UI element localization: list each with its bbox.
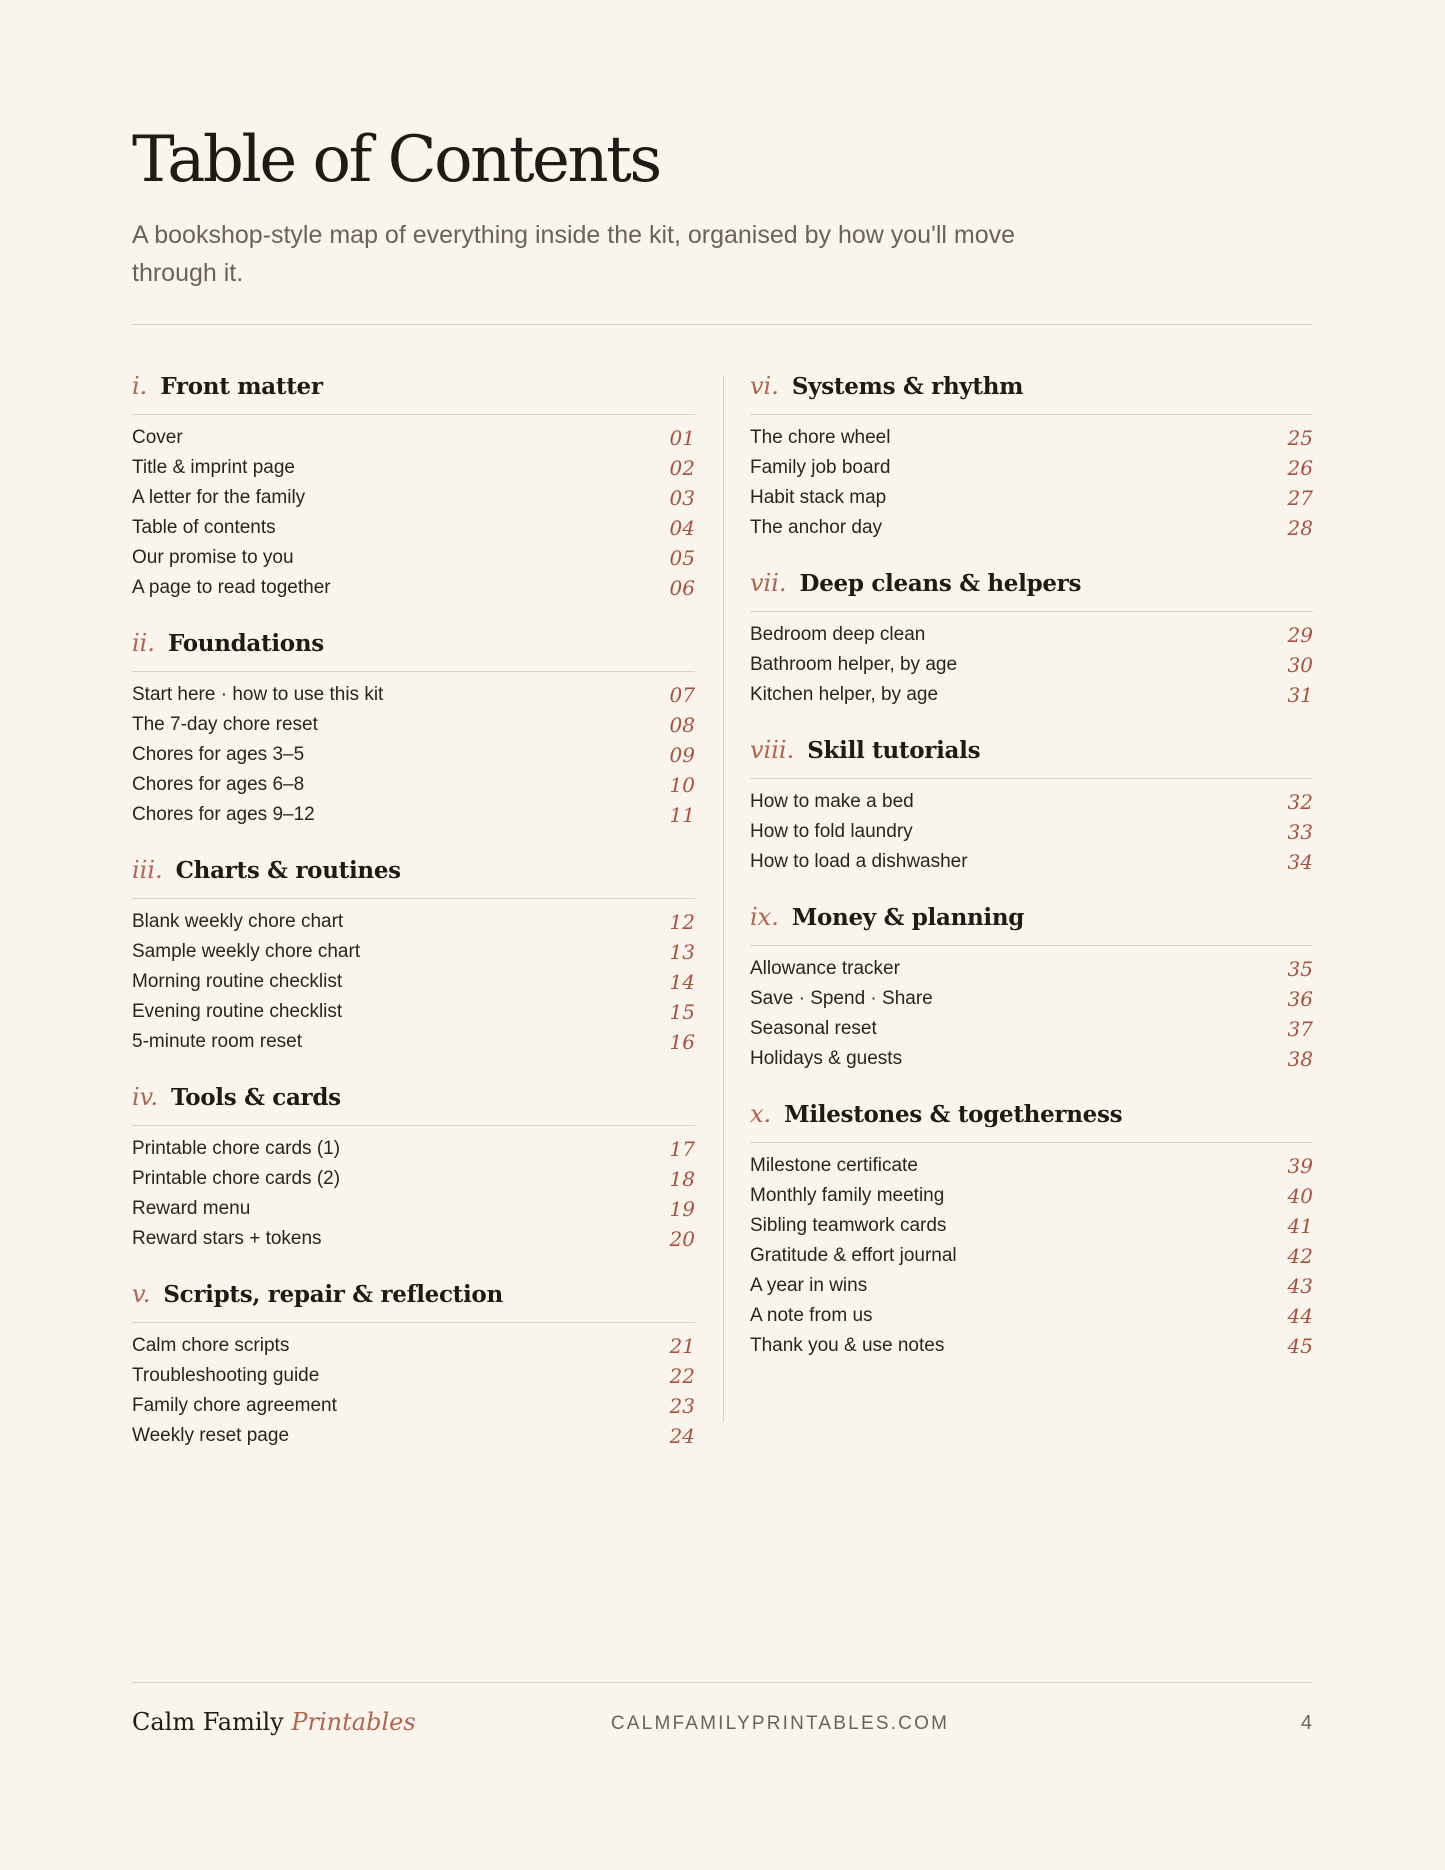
entry-label: Blank weekly chore chart [132, 911, 344, 932]
toc-entry [750, 1301, 1313, 1331]
section-title: Deep cleans & helpers [799, 570, 1082, 597]
toc-entry [750, 453, 1313, 483]
toc-entry [750, 1044, 1313, 1074]
entry-page-number: 39 [1287, 1154, 1313, 1178]
toc-entry [132, 680, 695, 710]
entry-label: Start here · how to use this kit [132, 684, 384, 705]
entry-label: Chores for ages 9–12 [132, 804, 315, 825]
entry-label: Chores for ages 3–5 [132, 744, 305, 765]
toc-section [132, 629, 695, 830]
toc-entry [750, 1181, 1313, 1211]
section-numeral: vii. [750, 569, 787, 597]
entry-page-number: 45 [1287, 1334, 1313, 1358]
entry-label: Morning routine checklist [132, 971, 343, 992]
section-numeral: iv. [132, 1083, 159, 1111]
toc-entry [132, 1331, 695, 1361]
section-heading [750, 372, 1313, 415]
toc-entry [132, 907, 695, 937]
toc-entry [132, 1391, 695, 1421]
entry-page-number: 44 [1287, 1304, 1313, 1328]
entry-label: The chore wheel [750, 427, 891, 448]
entry-label: Gratitude & effort journal [750, 1245, 957, 1266]
section-numeral: v. [132, 1280, 151, 1308]
entry-label: 5-minute room reset [132, 1031, 303, 1052]
toc-section [132, 1083, 695, 1254]
entry-label: Seasonal reset [750, 1018, 877, 1039]
entry-label: Printable chore cards (2) [132, 1168, 341, 1189]
entry-page-number: 14 [669, 970, 695, 994]
section-heading [750, 736, 1313, 779]
section-heading [750, 569, 1313, 612]
toc-entry [132, 453, 695, 483]
entry-page-number: 05 [669, 546, 695, 570]
entry-label: Save · Spend · Share [750, 988, 933, 1009]
section-heading [750, 903, 1313, 946]
entry-label: Cover [132, 427, 183, 448]
toc-section [750, 1100, 1313, 1361]
entry-page-number: 15 [669, 1000, 695, 1024]
toc-entry [132, 937, 695, 967]
entry-label: The anchor day [750, 517, 883, 538]
page-title: Table of Contents [132, 123, 660, 197]
toc-entry [132, 770, 695, 800]
toc-entry [132, 1194, 695, 1224]
toc-entry [132, 710, 695, 740]
toc-entry [750, 817, 1313, 847]
entry-label: How to load a dishwasher [750, 851, 968, 872]
entry-page-number: 08 [669, 713, 695, 737]
entry-label: Troubleshooting guide [132, 1365, 320, 1386]
toc-entry [750, 847, 1313, 877]
entry-page-number: 31 [1287, 683, 1313, 707]
footer-url: CALMFAMILYPRINTABLES.COM [610, 1713, 950, 1734]
entry-label: A year in wins [750, 1275, 868, 1296]
section-title: Skill tutorials [807, 737, 981, 764]
toc-entry [132, 513, 695, 543]
toc-entry [750, 1211, 1313, 1241]
entry-label: Table of contents [132, 517, 276, 538]
entry-label: Sibling teamwork cards [750, 1215, 947, 1236]
page-subtitle: A bookshop-style map of everything inside the kit, organised by how you'll move through it. [132, 221, 1016, 287]
entry-label: The 7-day chore reset [132, 714, 318, 735]
section-title: Systems & rhythm [791, 373, 1024, 400]
toc-entry [750, 680, 1313, 710]
entry-page-number: 25 [1287, 426, 1313, 450]
header-divider [132, 324, 1312, 325]
entry-page-number: 11 [669, 803, 695, 827]
footer-brand [132, 1708, 416, 1736]
entry-page-number: 42 [1287, 1244, 1313, 1268]
section-title: Foundations [167, 630, 324, 657]
entry-page-number: 24 [669, 1424, 695, 1448]
entry-label: Sample weekly chore chart [132, 941, 361, 962]
entry-page-number: 27 [1287, 486, 1313, 510]
toc-entry [750, 1241, 1313, 1271]
toc-entry [750, 1014, 1313, 1044]
entry-label: Chores for ages 6–8 [132, 774, 305, 795]
toc-entry [132, 967, 695, 997]
entry-page-number: 19 [669, 1197, 695, 1221]
toc-entry [750, 513, 1313, 543]
column-divider [723, 375, 724, 1422]
entry-page-number: 12 [669, 910, 695, 934]
entry-page-number: 17 [669, 1137, 695, 1161]
section-numeral: iii. [132, 856, 163, 884]
page-number: 4 [1300, 1712, 1312, 1734]
section-numeral: i. [132, 372, 148, 400]
entry-page-number: 07 [669, 683, 695, 707]
section-heading [132, 372, 695, 415]
entry-label: Thank you & use notes [750, 1335, 945, 1356]
section-title: Tools & cards [171, 1084, 341, 1111]
entry-page-number: 03 [669, 486, 695, 510]
entry-page-number: 28 [1287, 516, 1313, 540]
section-title: Scripts, repair & reflection [163, 1281, 503, 1308]
toc-entry [750, 984, 1313, 1014]
entry-page-number: 09 [669, 743, 695, 767]
toc-entry [132, 1027, 695, 1057]
entry-page-number: 23 [669, 1394, 695, 1418]
section-heading [132, 1083, 695, 1126]
toc-section [132, 856, 695, 1057]
section-heading [750, 1100, 1313, 1143]
entry-page-number: 06 [669, 576, 695, 600]
entry-label: Title & imprint page [132, 457, 295, 478]
entry-label: Reward menu [132, 1198, 251, 1219]
entry-page-number: 34 [1287, 850, 1313, 874]
toc-entry [132, 543, 695, 573]
section-title: Milestones & togetherness [784, 1101, 1123, 1128]
brand-name: Calm Family [132, 1708, 284, 1736]
entry-page-number: 18 [669, 1167, 695, 1191]
entry-label: How to fold laundry [750, 821, 913, 842]
section-numeral: x. [750, 1100, 772, 1128]
toc-entry [132, 997, 695, 1027]
entry-label: How to make a bed [750, 791, 914, 812]
entry-page-number: 01 [669, 426, 695, 450]
entry-page-number: 16 [669, 1030, 695, 1054]
section-heading [132, 629, 695, 672]
entry-page-number: 40 [1287, 1184, 1313, 1208]
toc-entry [132, 800, 695, 830]
section-title: Charts & routines [175, 857, 401, 884]
entry-label: Bedroom deep clean [750, 624, 926, 645]
entry-page-number: 10 [669, 773, 695, 797]
toc-entry [750, 423, 1313, 453]
entry-label: Milestone certificate [750, 1155, 918, 1176]
toc-entry [132, 1164, 695, 1194]
toc-entry [132, 573, 695, 603]
toc-section [750, 372, 1313, 543]
toc-entry [132, 740, 695, 770]
entry-page-number: 43 [1287, 1274, 1313, 1298]
section-title: Front matter [160, 373, 323, 400]
toc-entry [750, 620, 1313, 650]
entry-label: A note from us [750, 1305, 873, 1326]
entry-label: Printable chore cards (1) [132, 1138, 341, 1159]
entry-label: Habit stack map [750, 487, 887, 508]
toc-entry [750, 1151, 1313, 1181]
entry-page-number: 36 [1287, 987, 1313, 1011]
entry-label: Our promise to you [132, 547, 294, 568]
toc-entry [750, 483, 1313, 513]
toc-entry [132, 423, 695, 453]
entry-page-number: 29 [1287, 623, 1313, 647]
toc-entry [750, 650, 1313, 680]
toc-column-left [132, 372, 695, 1477]
toc-entry [132, 1421, 695, 1451]
entry-label: Family job board [750, 457, 891, 478]
entry-page-number: 37 [1287, 1017, 1313, 1041]
entry-page-number: 38 [1287, 1047, 1313, 1071]
entry-label: Kitchen helper, by age [750, 684, 939, 705]
toc-section [750, 903, 1313, 1074]
entry-label: Calm chore scripts [132, 1335, 290, 1356]
brand-accent: Printables [291, 1708, 416, 1736]
toc-entry [132, 1361, 695, 1391]
entry-label: A page to read together [132, 577, 331, 598]
toc-section [750, 569, 1313, 710]
entry-page-number: 32 [1287, 790, 1313, 814]
entry-label: Reward stars + tokens [132, 1228, 322, 1249]
toc-section [132, 1280, 695, 1451]
section-heading [132, 856, 695, 899]
toc-entry [132, 483, 695, 513]
toc-entry [750, 1331, 1313, 1361]
entry-page-number: 26 [1287, 456, 1313, 480]
toc-section [132, 372, 695, 603]
toc-section [750, 736, 1313, 877]
section-numeral: ii. [132, 629, 155, 657]
entry-label: Weekly reset page [132, 1425, 290, 1446]
entry-label: Holidays & guests [750, 1048, 903, 1069]
toc-entry [750, 1271, 1313, 1301]
entry-page-number: 41 [1287, 1214, 1313, 1238]
entry-page-number: 30 [1287, 653, 1313, 677]
toc-entry [750, 787, 1313, 817]
toc-entry [750, 954, 1313, 984]
entry-page-number: 04 [669, 516, 695, 540]
entry-page-number: 35 [1287, 957, 1313, 981]
footer-divider [132, 1682, 1312, 1683]
entry-label: Bathroom helper, by age [750, 654, 958, 675]
section-heading [132, 1280, 695, 1323]
toc-entry [132, 1134, 695, 1164]
entry-label: Monthly family meeting [750, 1185, 945, 1206]
toc-entry [132, 1224, 695, 1254]
section-numeral: vi. [750, 372, 779, 400]
entry-page-number: 20 [669, 1227, 695, 1251]
entry-page-number: 33 [1287, 820, 1313, 844]
entry-page-number: 22 [669, 1364, 695, 1388]
entry-label: Family chore agreement [132, 1395, 337, 1416]
toc-column-right [750, 372, 1313, 1387]
entry-label: Allowance tracker [750, 958, 900, 979]
entry-label: A letter for the family [132, 487, 306, 508]
section-title: Money & planning [791, 904, 1025, 931]
entry-page-number: 21 [669, 1334, 695, 1358]
entry-page-number: 13 [669, 940, 695, 964]
entry-page-number: 02 [669, 456, 695, 480]
entry-label: Evening routine checklist [132, 1001, 343, 1022]
section-numeral: ix. [750, 903, 779, 931]
section-numeral: viii. [750, 736, 795, 764]
